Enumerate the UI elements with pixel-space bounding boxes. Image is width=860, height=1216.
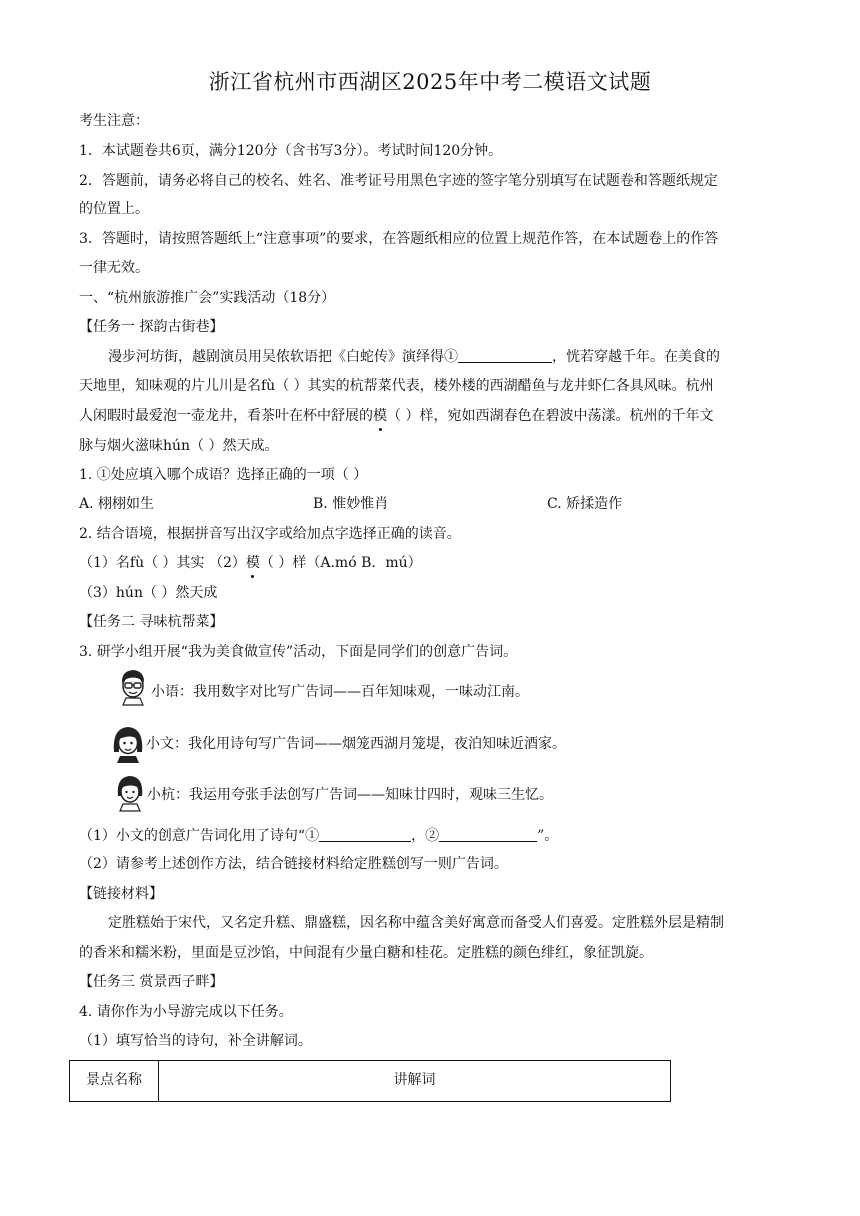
option-b[interactable]: B. 惟妙惟肖 <box>313 496 389 512</box>
option-c[interactable]: C. 矫揉造作 <box>547 496 623 512</box>
notice-item-3-cont: 一律无效。 <box>79 260 149 276</box>
task1-paragraph-line-2: 天地里，知味观的片儿川是名fù（ ）其实的杭帮菜代表，楼外楼的西湖醋鱼与龙井虾仁各具风味。杭州 <box>79 378 714 394</box>
task1-heading: 【任务一 探韵古街巷】 <box>79 319 224 335</box>
blank-poem-2[interactable] <box>439 825 537 842</box>
notice-heading: 考生注意： <box>79 113 149 129</box>
question-4: 4. 请你作为小导游完成以下任务。 <box>79 1004 293 1020</box>
ad-xiaoyu: 小语：我用数字对比写广告词——百年知味观，一味动江南。 <box>151 684 529 700</box>
task1-paragraph-line-1 <box>108 346 720 367</box>
student-avatar-icon <box>114 774 146 812</box>
question-text: ”。 <box>537 828 559 844</box>
ad-xiaowen: 小文：我化用诗句写广告词——烟笼西湖月笼堤，夜泊知味近酒家。 <box>146 736 566 752</box>
section-heading: 一、“杭州旅游推广会”实践活动（18分） <box>79 290 336 306</box>
task1-paragraph-line-3 <box>79 406 713 426</box>
link-material-line-1: 定胜糕始于宋代，又名定升糕、鼎盛糕，因名称中蕴含美好寓意而备受人们喜爱。定胜糕外层是精制 <box>108 915 724 931</box>
option-a[interactable]: A. 栩栩如生 <box>79 496 155 512</box>
question-text: （1）名fù（ ）其实 （2） <box>79 555 246 571</box>
task3-heading: 【任务三 赏景西子畔】 <box>79 974 224 990</box>
dotted-character: 模 <box>373 408 387 424</box>
blank-idiom[interactable] <box>458 346 552 363</box>
notice-item-2: 2．答题前，请务必将自己的校名、姓名、准考证号用黑色字迹的签字笔分别填写在试题卷和答题纸规定 <box>79 173 718 189</box>
notice-item-1: 1．本试题卷共6页，满分120分（含书写3分）。考试时间120分钟。 <box>79 143 503 159</box>
student-avatar-icon <box>117 668 149 706</box>
ad-xiaohang: 小杭：我运用夸张手法创写广告词——知味廿四时，观味三生忆。 <box>147 787 553 803</box>
question-text: （ ）样（A.mó B．mú） <box>259 555 422 571</box>
paragraph-text: （ ）样，宛如西湖春色在碧波中荡漾。杭州的千年文 <box>387 408 714 424</box>
student-avatar-icon <box>111 724 145 764</box>
table-row <box>70 1061 671 1102</box>
question-2-line-2: （3）hún（ ）然天成 <box>79 585 218 601</box>
question-4-1: （1）填写恰当的诗句，补全讲解词。 <box>79 1033 312 1049</box>
task1-paragraph-line-4: 脉与烟火滋味hún（ ）然天成。 <box>79 438 279 454</box>
link-material-heading: 【链接材料】 <box>79 886 163 902</box>
notice-item-2-cont: 的位置上。 <box>79 201 149 217</box>
question-2: 2. 结合语境，根据拼音写出汉字或给加点字选择正确的读音。 <box>79 526 461 542</box>
question-text: ，② <box>411 828 440 844</box>
question-3-1 <box>79 825 558 846</box>
question-1: 1. ①处应填入哪个成语？选择正确的一项（ ） <box>79 467 368 483</box>
dotted-character: 模 <box>245 555 260 571</box>
blank-poem-1[interactable] <box>319 825 411 842</box>
question-text: （1）小文的创意广告词化用了诗句“① <box>79 828 320 844</box>
table-header-commentary: 讲解词 <box>159 1061 671 1102</box>
table-header-spot: 景点名称 <box>70 1061 159 1102</box>
link-material-line-2: 的香米和糯米粉，里面是豆沙馅，中间混有少量白糖和桂花。定胜糕的颜色绯红，象征凯旋。 <box>79 945 653 961</box>
question-3-2: （2）请参考上述创作方法，结合链接材料给定胜糕创写一则广告词。 <box>79 856 508 872</box>
exam-title: 浙江省杭州市西湖区2025年中考二模语文试题 <box>208 70 652 94</box>
paragraph-text: ，恍若穿越千年。在美食的 <box>552 349 720 365</box>
question-2-line-1 <box>79 553 422 573</box>
question-3: 3. 研学小组开展“我为美食做宣传”活动，下面是同学们的创意广告词。 <box>79 644 518 660</box>
paragraph-text: 漫步河坊街，越剧演员用吴侬软语把《白蛇传》演绎得① <box>108 349 458 365</box>
paragraph-text: 人闲暇时最爱泡一壶龙井，看茶叶在杯中舒展的 <box>79 408 373 424</box>
guide-table <box>69 1060 671 1102</box>
notice-item-3: 3．答题时，请按照答题纸上“注意事项”的要求，在答题纸相应的位置上规范作答，在本试题卷上的作答 <box>79 231 719 247</box>
task2-heading: 【任务二 寻味杭帮菜】 <box>79 614 224 630</box>
